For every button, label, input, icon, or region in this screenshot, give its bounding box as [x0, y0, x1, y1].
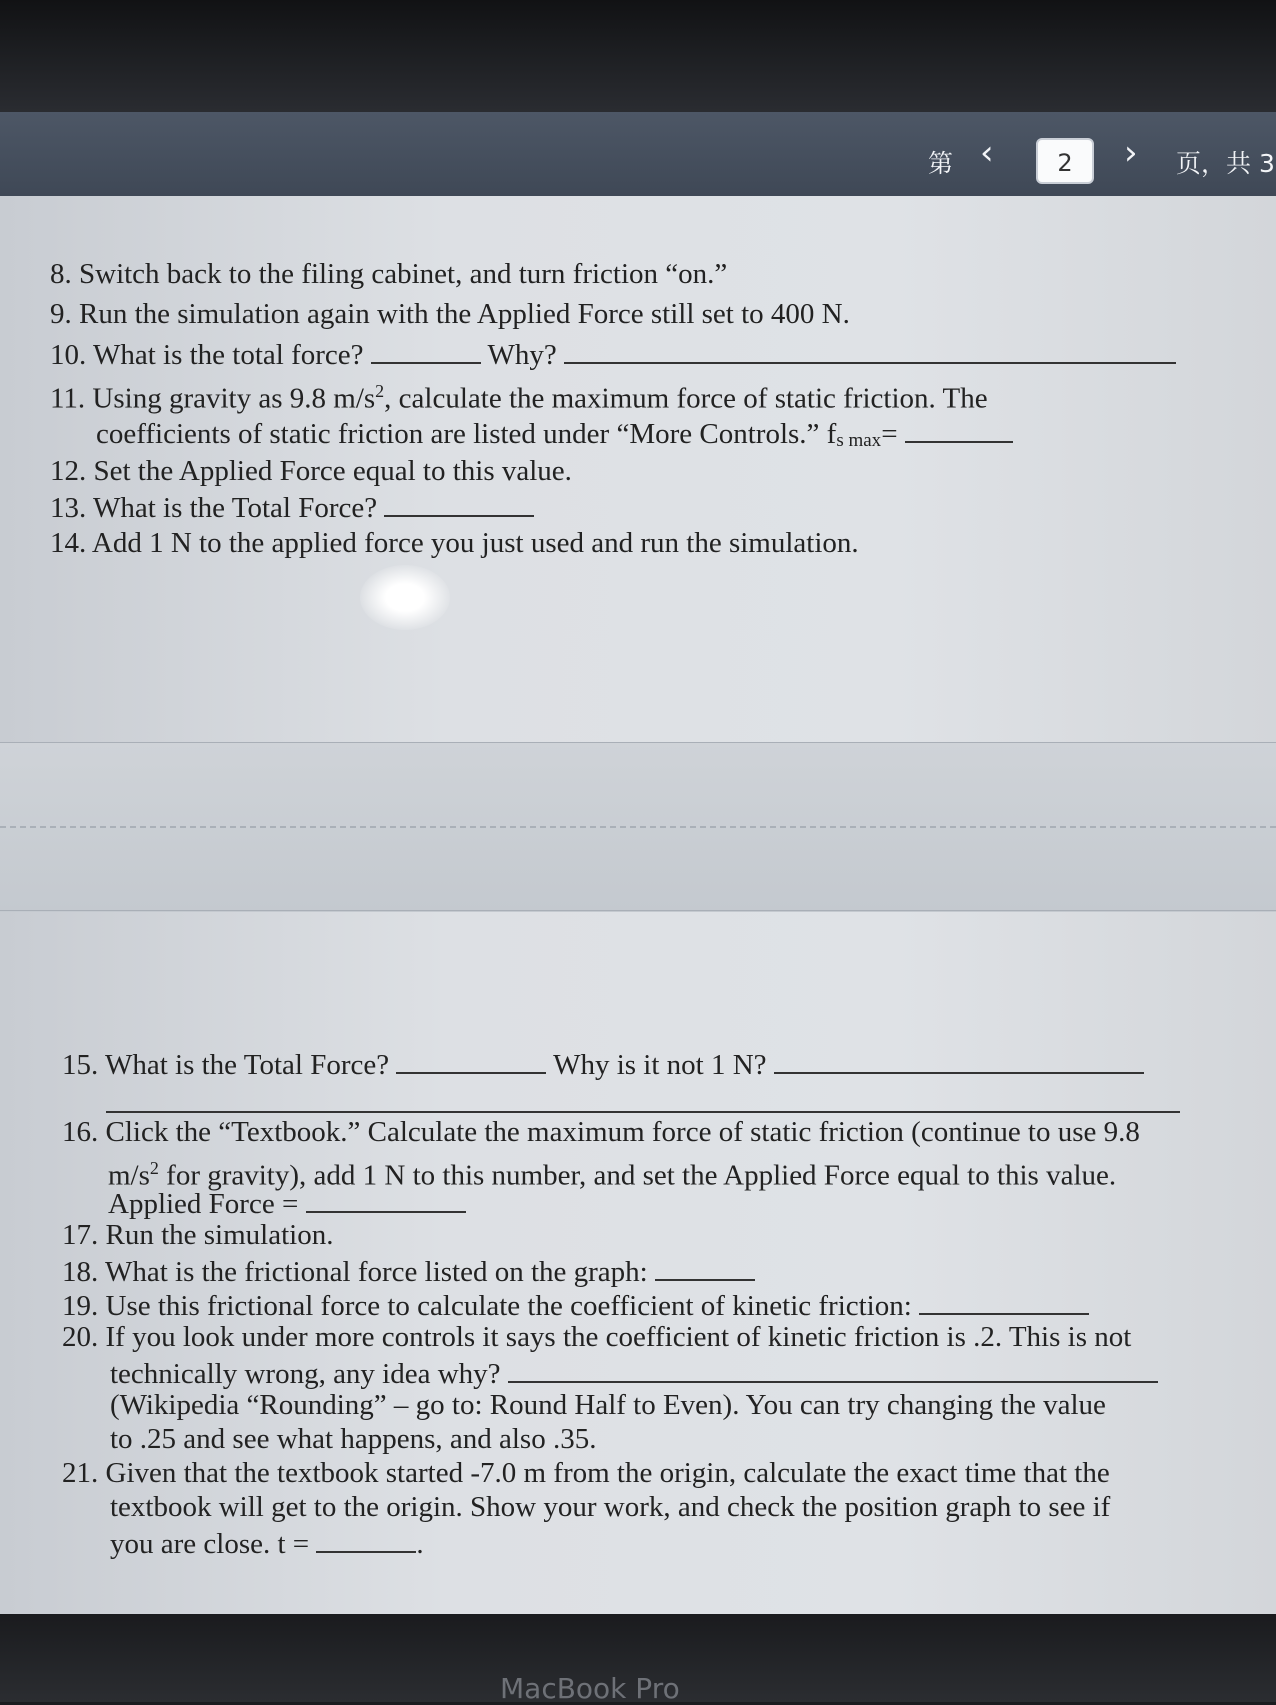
question-16-text-b1: m/s	[108, 1159, 150, 1192]
applied-force-answer-blank[interactable]	[306, 1185, 466, 1213]
chevron-right-icon[interactable]: ›	[1124, 133, 1138, 173]
superscript-2: 2	[375, 381, 385, 401]
screen-glare	[360, 565, 450, 630]
question-13	[50, 489, 534, 524]
page-number-input[interactable]: 2	[1036, 138, 1094, 184]
frictional-force-answer-blank[interactable]	[655, 1253, 755, 1281]
question-12: 12. Set the Applied Force equal to this value.	[50, 455, 572, 487]
question-10	[50, 336, 1176, 371]
question-16-text-b2: for gravity), add 1 N to this number, and set the Applied Force equal to this value.	[158, 1159, 1117, 1192]
question-17: 17. Run the simulation.	[62, 1219, 334, 1251]
question-11-text-a: 11. Using gravity as 9.8 m/s	[50, 382, 376, 415]
question-13-text: 13. What is the Total Force?	[50, 492, 385, 524]
page-break-line-bottom	[0, 910, 1276, 911]
question-20-hint: (Wikipedia “Rounding” – go to: Round Half to Even). You can try changing the value	[110, 1389, 1106, 1421]
question-11-cont	[96, 415, 1013, 457]
question-10-why: Why?	[480, 339, 565, 371]
total-force-13-answer-blank[interactable]	[384, 489, 534, 517]
question-11-text-c: coefficients of static friction are listed under “More Controls.” f	[96, 418, 837, 450]
question-20: 20. If you look under more controls it says the coefficient of kinetic friction is .2. This is not	[62, 1321, 1132, 1353]
page-break-dashed-line	[0, 826, 1276, 828]
question-21: 21. Given that the textbook started -7.0 m from the origin, calculate the exact time that the	[62, 1457, 1110, 1489]
question-15	[62, 1046, 1144, 1081]
question-20-hint-cont: to .25 and see what happens, and also .35.	[110, 1423, 597, 1455]
question-18-text: 18. What is the frictional force listed on the graph:	[62, 1256, 655, 1288]
kinetic-coefficient-answer-blank[interactable]	[919, 1287, 1089, 1315]
page-total-label: 页，共 3	[1176, 149, 1275, 178]
question-21-cont: textbook will get to the origin. Show your work, and check the position graph to see if	[110, 1491, 1111, 1523]
fs-max-answer-blank[interactable]	[905, 415, 1013, 443]
question-15-text: 15. What is the Total Force?	[62, 1049, 397, 1081]
question-14: 14. Add 1 N to the applied force you just used and run the simulation.	[50, 527, 859, 559]
chevron-left-icon[interactable]: ‹	[980, 133, 994, 173]
question-20-cont	[110, 1355, 1158, 1390]
question-19	[62, 1287, 1089, 1322]
why-answer-blank[interactable]	[564, 336, 1176, 364]
question-16-applied-force	[108, 1185, 466, 1220]
question-10-text: 10. What is the total force?	[50, 339, 371, 371]
screen-bezel-top	[0, 0, 1276, 112]
page-break-line-top	[0, 742, 1276, 743]
question-20-text-b: technically wrong, any idea why?	[110, 1358, 508, 1390]
question-16: 16. Click the “Textbook.” Calculate the maximum force of static friction (continue to use 9.8	[62, 1116, 1140, 1148]
question-11-text-b: , calculate the maximum force of static friction. The	[384, 382, 988, 415]
total-force-answer-blank[interactable]	[371, 336, 481, 364]
question-21-period: .	[416, 1528, 424, 1560]
applied-force-label: Applied Force =	[108, 1188, 306, 1220]
question-19-text: 19. Use this frictional force to calculate the coefficient of kinetic friction:	[62, 1290, 920, 1322]
question-18	[62, 1253, 755, 1288]
page-prefix-label: 第	[928, 149, 954, 178]
question-21-text-c: you are close. t =	[110, 1528, 317, 1560]
question-21-answer	[110, 1525, 424, 1560]
question-11-text-e: =	[881, 418, 905, 450]
question-11	[50, 375, 988, 415]
question-15-continuation-blank[interactable]	[106, 1111, 1180, 1113]
superscript-2-q16: 2	[149, 1158, 159, 1178]
fs-max-subscript: s max	[836, 430, 882, 451]
total-force-15-answer-blank[interactable]	[396, 1046, 546, 1074]
question-8: 8. Switch back to the filing cabinet, and turn friction “on.”	[50, 258, 728, 290]
macbook-pro-label: MacBook Pro	[500, 1672, 680, 1705]
question-9: 9. Run the simulation again with the Applied Force still set to 400 N.	[50, 298, 850, 330]
why-not-1n-answer-blank[interactable]	[774, 1046, 1144, 1074]
idea-why-answer-blank[interactable]	[508, 1355, 1158, 1383]
question-15-why: Why is it not 1 N?	[546, 1049, 774, 1081]
time-answer-blank[interactable]	[316, 1525, 416, 1553]
